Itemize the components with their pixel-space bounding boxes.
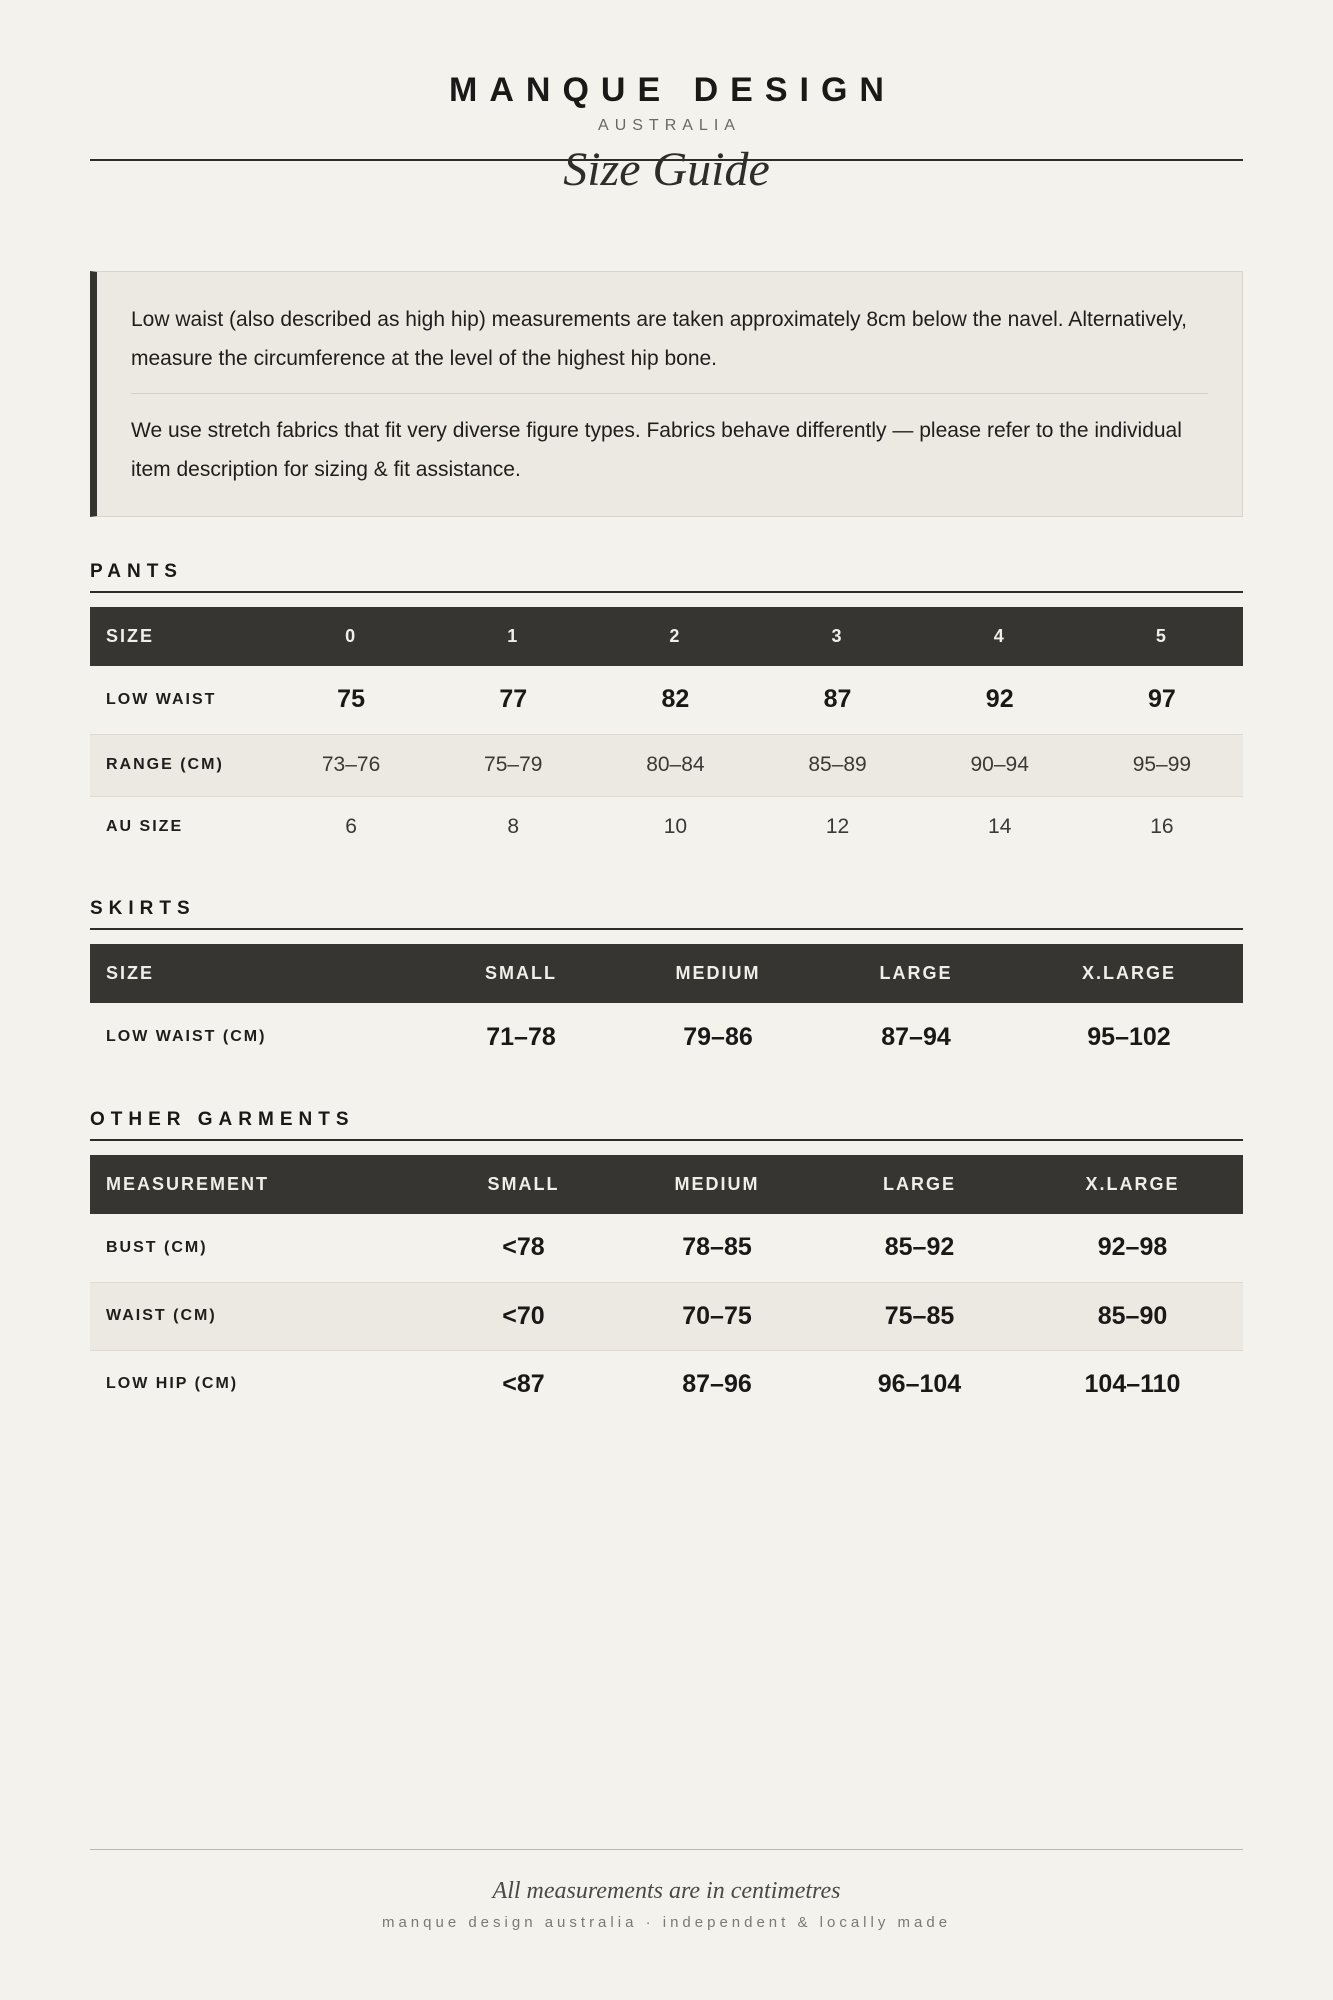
table-cell: 71–78 (486, 1022, 556, 1051)
table-header-cell: SIZE (106, 963, 155, 983)
skirts-table (90, 944, 1243, 1071)
table-cell: 90–94 (919, 734, 1081, 796)
table-header-cell: LARGE (879, 963, 953, 983)
table-cell: 8 (507, 815, 520, 839)
table-cell: <78 (430, 1214, 617, 1282)
size-guide-page (90, 0, 1243, 2000)
row-label: AU SIZE (106, 818, 184, 836)
table-cell: 95–99 (1081, 734, 1243, 796)
table-cell: 77 (432, 666, 594, 734)
table-cell: 104–110 (1084, 1369, 1181, 1398)
notes-divider (131, 393, 1208, 394)
brand-name: MANQUE DESIGN (449, 71, 896, 109)
table-cell: 16 (1150, 815, 1174, 839)
table-cell: <87 (502, 1369, 545, 1398)
table-header-cell: MEASUREMENT (106, 1174, 270, 1194)
table-cell: <70 (430, 1282, 617, 1350)
table-header-cell: 5 (1155, 626, 1168, 646)
table-header-cell: 1 (507, 626, 520, 646)
table-cell: 14 (988, 815, 1012, 839)
pants-section-title: PANTS (90, 561, 1243, 593)
table-cell: 97 (1081, 666, 1243, 734)
table-cell: 87–94 (881, 1022, 951, 1051)
pants-header-row (90, 607, 1243, 666)
table-row (90, 1214, 1243, 1282)
page-title: Size Guide (563, 143, 770, 196)
table-cell: 75–79 (432, 734, 594, 796)
table-header-cell: X.LARGE (1085, 1174, 1180, 1194)
table-header-cell: 4 (993, 626, 1006, 646)
table-cell: 10 (663, 815, 688, 839)
table-header-cell: 3 (831, 626, 844, 646)
table-row (90, 1003, 1243, 1071)
table-header-cell: X.LARGE (1081, 963, 1176, 983)
table-header-cell: 2 (669, 626, 682, 646)
table-cell: 75 (270, 666, 432, 734)
table-cell: 87 (756, 666, 918, 734)
row-label: WAIST (CM) (90, 1282, 430, 1350)
table-header-cell: SIZE (106, 626, 155, 646)
row-label: LOW WAIST (CM) (106, 1028, 267, 1045)
table-row (90, 734, 1243, 796)
table-header-cell: 0 (345, 626, 358, 646)
table-cell: 85–90 (1022, 1282, 1243, 1350)
table-row (90, 796, 1243, 858)
table-cell: 96–104 (877, 1369, 962, 1398)
table-cell: 85–92 (817, 1214, 1022, 1282)
brand-country: AUSTRALIA (598, 117, 741, 134)
table-cell: 12 (825, 815, 850, 839)
table-header-cell: LARGE (883, 1174, 956, 1194)
table-cell: 73–76 (270, 734, 432, 796)
table-row (90, 666, 1243, 734)
pants-table (90, 607, 1243, 858)
table-cell: 79–86 (683, 1022, 753, 1051)
table-cell: 82 (594, 666, 756, 734)
table-cell: 80–84 (594, 734, 756, 796)
row-label: BUST (CM) (90, 1214, 430, 1282)
table-cell: 85–89 (756, 734, 918, 796)
note-stretch-fabrics: We use stretch fabrics that fit very diverse figure types. Fabrics behave differently — please refer to the individual item description for sizing & fit assistance. (131, 419, 1182, 481)
other-garments-section-title: OTHER GARMENTS (90, 1109, 1243, 1141)
table-cell: 70–75 (617, 1282, 817, 1350)
table-cell: 6 (345, 815, 357, 839)
row-label: RANGE (CM) (90, 734, 270, 796)
skirts-header-row (90, 944, 1243, 1003)
row-label: LOW WAIST (90, 666, 270, 734)
table-row (90, 1282, 1243, 1350)
measurement-notes (90, 271, 1243, 517)
other-header-row (90, 1155, 1243, 1214)
page-footer (90, 1849, 1243, 1931)
table-row (90, 1350, 1243, 1418)
table-cell: 87–96 (682, 1369, 752, 1398)
note-low-waist: Low waist (also described as high hip) measurements are taken approximately 8cm below the navel. Alternatively, measure the circumference at the level of the highest hip bone. (131, 308, 1187, 370)
table-header-cell: SMALL (487, 1174, 560, 1194)
table-cell: 78–85 (617, 1214, 817, 1282)
footer-note: All measurements are in centimetres (492, 1878, 841, 1904)
table-header-cell: SMALL (485, 963, 557, 983)
page-header (90, 0, 1243, 196)
skirts-section-title: SKIRTS (90, 898, 1243, 930)
footer-tagline: manque design australia · independent & locally made (381, 1914, 952, 1931)
table-cell: 92 (919, 666, 1081, 734)
table-cell: 92–98 (1022, 1214, 1243, 1282)
table-header-cell: MEDIUM (675, 963, 761, 983)
other-garments-table (90, 1155, 1243, 1418)
table-cell: 75–85 (817, 1282, 1022, 1350)
row-label: LOW HIP (CM) (106, 1375, 239, 1393)
table-cell: 95–102 (1087, 1022, 1171, 1051)
table-header-cell: MEDIUM (674, 1174, 760, 1194)
